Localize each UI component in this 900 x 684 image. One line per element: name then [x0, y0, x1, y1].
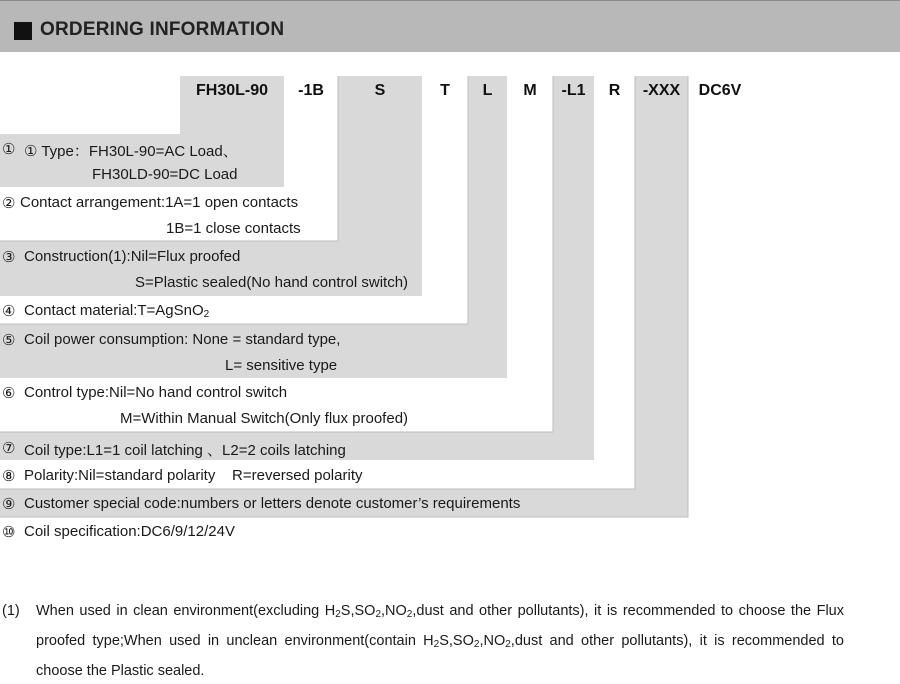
code-material: T — [440, 82, 450, 99]
item-continuation: 1B=1 close contacts — [166, 220, 301, 237]
item-text: Polarity:Nil=standard polarity R=reversed polarity — [24, 467, 363, 484]
code-construction: S — [374, 82, 386, 99]
item-text: ① Type：FH30L-90=AC Load、 — [24, 143, 238, 160]
code-coil-power: L — [482, 82, 493, 99]
item-number: ⑥ — [2, 385, 16, 402]
code-coil-type: -L1 — [561, 82, 586, 99]
item-number: ② — [2, 195, 16, 212]
item-number: ⑩ — [2, 524, 16, 541]
item-text: Coil specification:DC6/9/12/24V — [24, 523, 235, 540]
section-title: ORDERING INFORMATION — [40, 19, 285, 40]
item-continuation: L= sensitive type — [225, 357, 338, 374]
item-text: Construction(1):Nil=Flux proofed — [24, 248, 241, 265]
code-arrangement: -1B — [298, 82, 324, 99]
item-text: Contact arrangement:1A=1 open contacts — [20, 194, 299, 211]
material-text: Contact material:T=AgSnO — [24, 302, 204, 319]
item-number: ⑧ — [2, 468, 16, 485]
item-continuation: S=Plastic sealed(No hand control switch) — [135, 274, 409, 291]
item-number: ③ — [2, 249, 16, 266]
code-coil-spec: DC6V — [698, 82, 742, 99]
item-continuation: M=Within Manual Switch(Only flux proofed) — [120, 410, 409, 427]
footnote-marker: (1) — [2, 603, 20, 619]
material-subscript: 2 — [203, 309, 210, 320]
code-customer: -XXX — [642, 82, 681, 99]
item-continuation: FH30LD-90=DC Load — [92, 166, 238, 183]
item-number: ① — [2, 141, 16, 158]
item-number: ⑦ — [2, 440, 16, 457]
code-control: M — [523, 82, 537, 99]
item-number: ⑤ — [2, 332, 16, 349]
code-type: FH30L-90 — [195, 82, 269, 99]
item-number: ④ — [2, 303, 16, 320]
item-text — [24, 302, 209, 320]
code-polarity: R — [608, 82, 621, 99]
item-number: ⑨ — [2, 496, 16, 513]
footnote-text: When used in clean environment(excluding $H_2S,SO_2,NO_2,dust$ and other pollutants), it is recommended to choose the Flux proofed type;When used in unclean environment(contain $H_2S,SO_2,NO_2,dust$ and other pollutants), it is recommended to choose the Plastic sealed. — [36, 603, 844, 679]
item-text: Coil power consumption: None = standard type, — [24, 331, 341, 348]
item-text: Customer special code:numbers or letters denote customer’s requirements — [24, 495, 521, 512]
item-text: Coil type:L1=1 coil latching 、L2=2 coils latching — [24, 442, 346, 459]
item-text: Control type:Nil=No hand control switch — [24, 384, 288, 401]
